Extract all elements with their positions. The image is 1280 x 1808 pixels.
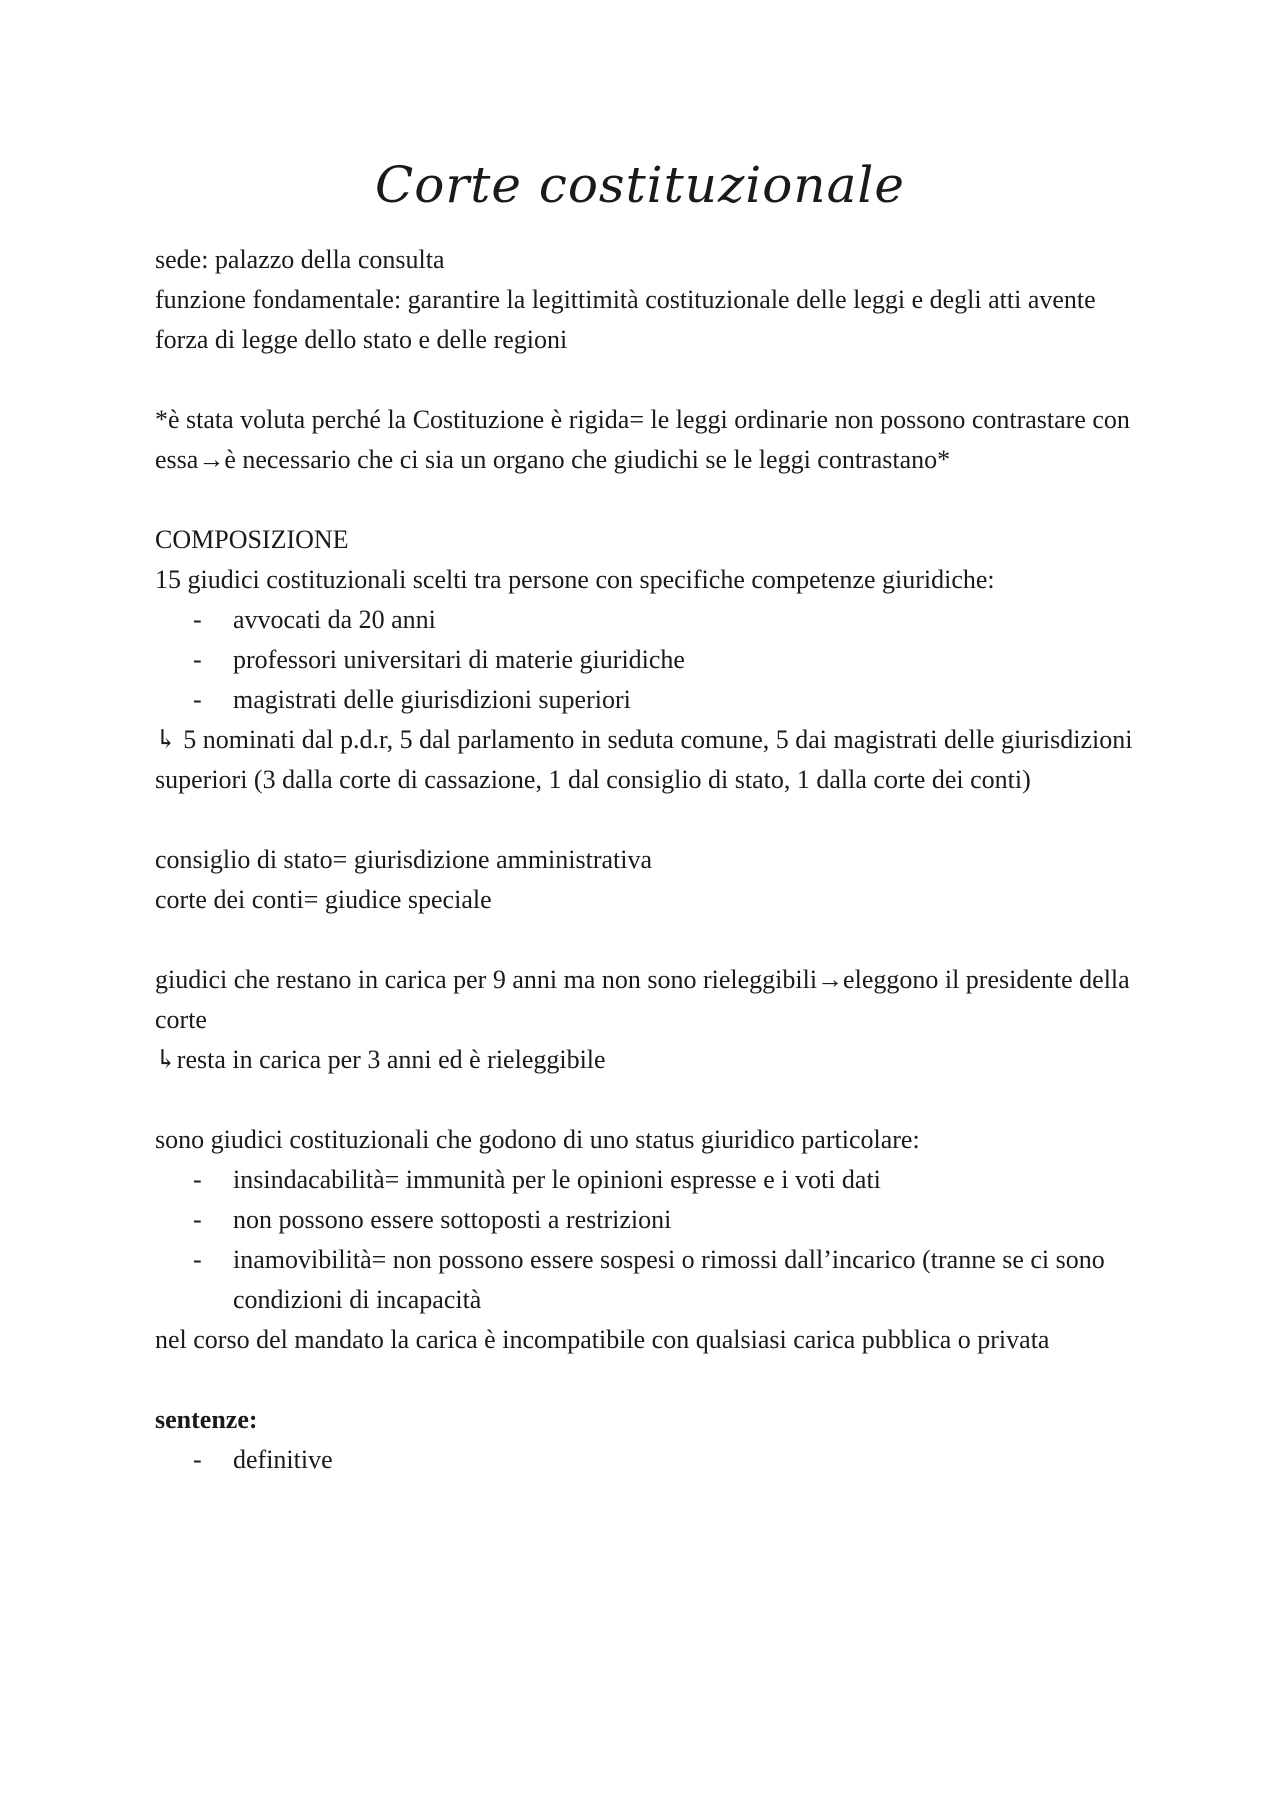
list-item: - magistrati delle giurisdizioni superiori [155,680,1145,720]
funzione-paragraph: funzione fondamentale: garantire la legittimità costituzionale delle leggi e degli atti avente forza di legge dello stato e delle regioni [155,285,1096,354]
composizione-text: 15 giudici costituzionali scelti tra persone con specifiche competenze giuridiche: [155,565,995,594]
page-title: Corte costituzionale [374,156,905,214]
list-item: - professori universitari di materie giuridiche [155,640,1145,680]
composizione-heading: COMPOSIZIONE [155,525,349,554]
incompatibilita-paragraph: nel corso del mandato la carica è incompatibile con qualsiasi carica pubblica o privata [155,1325,1050,1354]
corte-conti-definition: corte dei conti= giudice speciale [155,885,492,914]
list-item: - avvocati da 20 anni [155,600,1145,640]
sentenze-list [155,1440,1145,1480]
list-dash: - [193,1445,202,1474]
list-dash: - [193,1165,202,1194]
list-dash: - [193,1205,202,1234]
nomina-paragraph: ↳ 5 nominati dal p.d.r, 5 dal parlamento in seduta comune, 5 dai magistrati delle giurisdizioni superiori (3 dalla corte di cassazione, 1 dal consiglio di stato, 1 dalla corte dei conti) [155,725,1133,794]
list-item: - insindacabilità= immunità per le opinioni espresse e i voti dati [155,1160,1145,1200]
presidente-line: ↳resta in carica per 3 anni ed è rieleggibile [155,1045,606,1074]
carica-paragraph: giudici che restano in carica per 9 anni ma non sono rieleggibili→eleggono il presidente della corte [155,965,1130,1034]
sede-line: sede: palazzo della consulta [155,245,445,274]
list-dash: - [193,1245,202,1274]
status-text: sono giudici costituzionali che godono di uno status giuridico particolare: [155,1125,920,1154]
list-item: - definitive [155,1440,1145,1480]
document-body [155,240,1145,1480]
list-dash: - [193,605,202,634]
status-list [155,1160,1145,1320]
note-paragraph: *è stata voluta perché la Costituzione è rigida= le leggi ordinarie non possono contrastare con essa→è necessario che ci sia un organo che giudichi se le leggi contrastano* [155,405,1130,474]
list-dash: - [193,645,202,674]
consiglio-definition: consiglio di stato= giurisdizione amministrativa [155,845,653,874]
composizione-list [155,600,1145,720]
list-item: - inamovibilità= non possono essere sospesi o rimossi dall’incarico (tranne se ci sono condizioni di incapacità [155,1240,1145,1320]
list-item: - non possono essere sottoposti a restrizioni [155,1200,1145,1240]
sentenze-heading: sentenze: [155,1405,258,1434]
list-dash: - [193,685,202,714]
